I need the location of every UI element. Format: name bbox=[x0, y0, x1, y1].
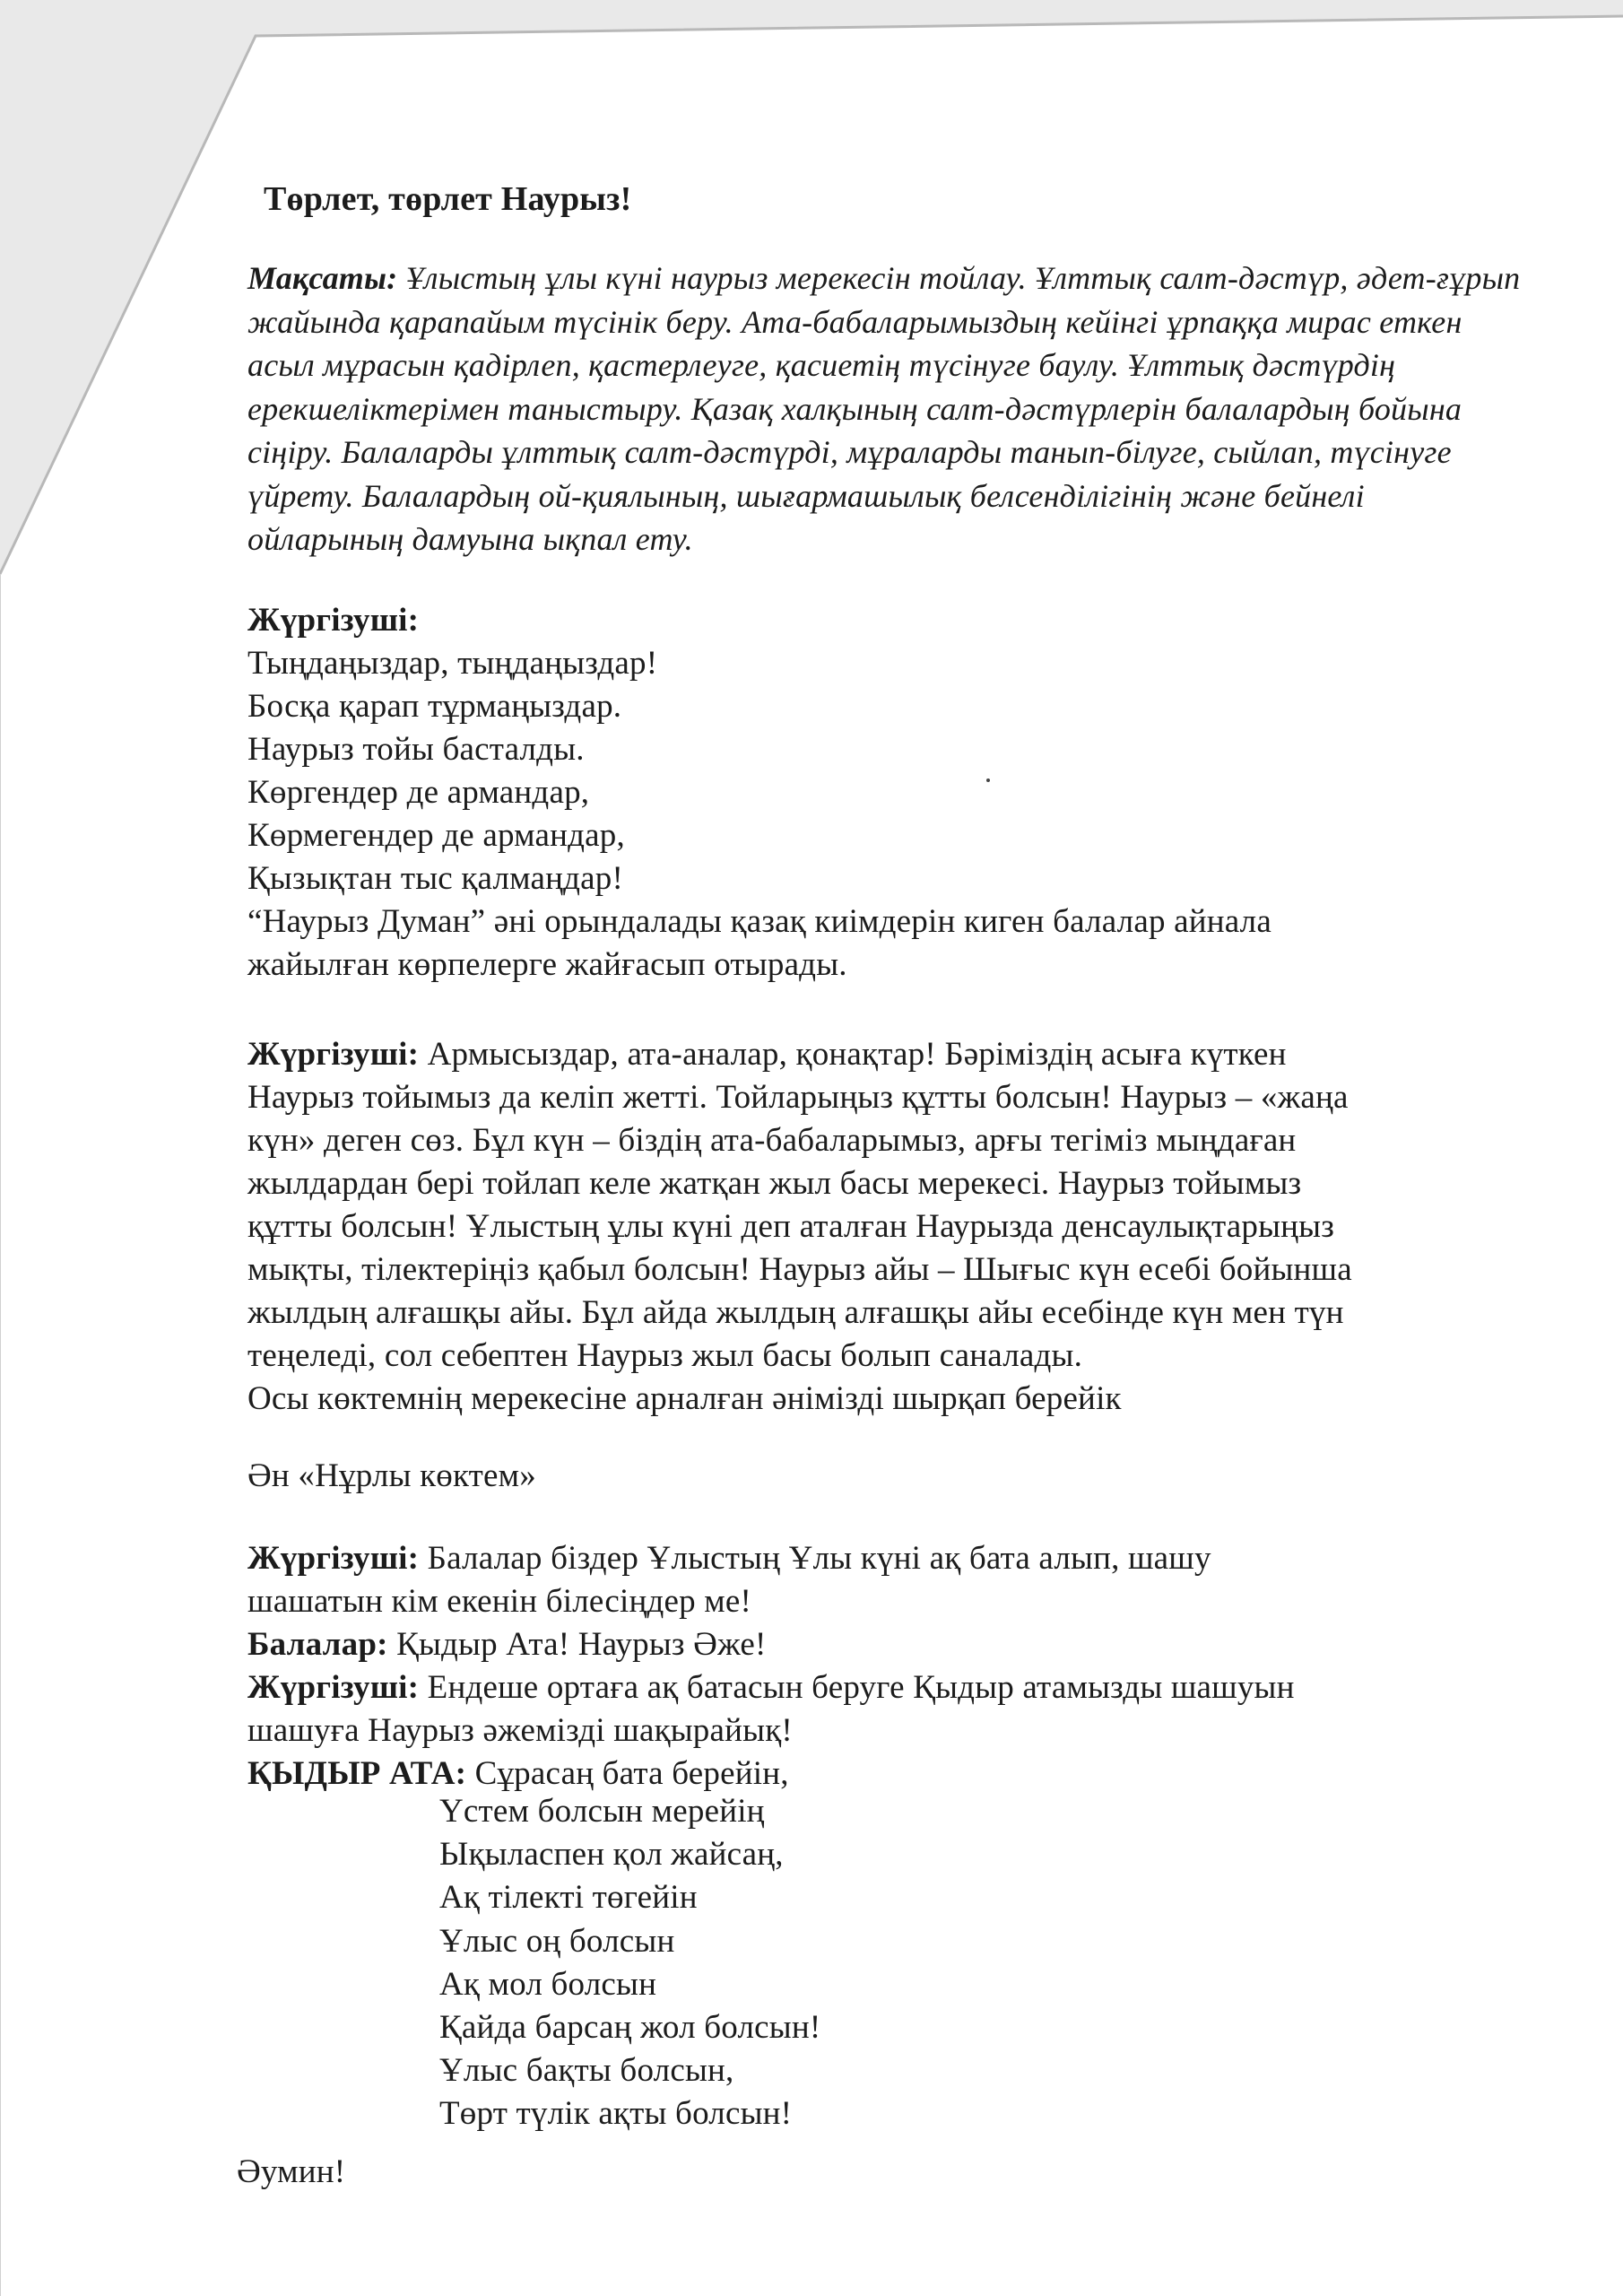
speech-line: жылдың алғашқы айы. Бұл айда жылдың алғашқы айы есебінде күн мен түн bbox=[247, 1294, 1344, 1331]
scan-speck bbox=[986, 778, 990, 782]
poem-line: Босқа қарап тұрмаңыздар. bbox=[247, 688, 622, 725]
poem-line: Тыңдаңыздар, тыңдаңыздар! bbox=[247, 645, 658, 682]
poem-line: Көрмегендер де армандар, bbox=[247, 817, 625, 854]
dialogue-line: Балалар біздер Ұлыстың Ұлы күні ақ бата алып, шашу bbox=[419, 1540, 1211, 1577]
speech-line: Наурыз тойымыз да келіп жетті. Тойларыңыз құтты болсын! Наурыз – «жаңа bbox=[247, 1079, 1349, 1116]
blessing-line: Ақ мол болсын bbox=[439, 1965, 657, 2003]
song-title: Ән «Нұрлы көктем» bbox=[247, 1457, 536, 1494]
goal-paragraph bbox=[247, 257, 1521, 561]
speech-line: теңеледі, сол себептен Наурыз жыл басы болып саналады. bbox=[247, 1337, 1083, 1374]
speaker-label: Жүргізуші: bbox=[247, 1540, 420, 1577]
poem-line: Көргендер де армандар, bbox=[247, 774, 590, 811]
speech-line: мықты, тілектеріңіз қабыл болсын! Наурыз айы – Шығыс күн есебі бойынша bbox=[247, 1251, 1352, 1288]
speech-line: күн» деген сөз. Бұл күн – біздің ата-бабаларымыз, арғы тегіміз мыңдаған bbox=[247, 1122, 1297, 1159]
speech-line: Осы көктемнің мерекесіне арналған әнімізді шырқап берейік bbox=[247, 1380, 1122, 1417]
poem-line: Наурыз тойы басталды. bbox=[247, 731, 585, 768]
goal-label: Мақсаты: bbox=[247, 260, 398, 296]
blessing-line: Ұлыс бақты болсын, bbox=[439, 2052, 734, 2090]
stage-direction: “Наурыз Думан” әні орындалады қазақ киімдерін киген балалар айнала bbox=[247, 903, 1271, 940]
blessing-line: Сұрасаң бата берейін, bbox=[466, 1755, 789, 1792]
opening-section bbox=[247, 599, 1539, 987]
speaker-label: ҚЫДЫР АТА: bbox=[247, 1755, 467, 1792]
host-heading: Жүргізуші: bbox=[247, 602, 420, 639]
speaker-label: Жүргізуші: bbox=[247, 1669, 420, 1706]
blessing-line: Үстем болсын мерейің bbox=[439, 1793, 765, 1830]
blessing-line: Қайда барсаң жол болсын! bbox=[439, 2009, 821, 2047]
speaker-label: Жүргізуші: bbox=[247, 1036, 420, 1073]
goal-text: Ұлыстың ұлы күні наурыз мерекесін тойлау. Ұлттық салт-дәстүр, әдет-ғұрып жайында қарапайым түсінік беру. Ата-бабаларымыздың кейінгі ұрпаққа мирас еткен асыл мұрасын қадірлеп, қастерлеуге, қасиетің түсінуге баулу. Ұлттық дәстүрдің ерекшеліктерімен таныстыру. Қазақ халқының салт-дәстүрлерін балалардың бойына сіңіру. Балаларды ұлттық салт-дәстүрді, мұраларды танып-білуге, сыйлап, түсінуге үйрету. Балалардың ой-қиялының, шығармашылық белсенділігінің және бейнелі ойларының дамуына ықпал ету. bbox=[247, 260, 1521, 557]
page-title: Төрлет, төрлет Наурыз! bbox=[264, 180, 632, 218]
speech-line: құтты болсын! Ұлыстың ұлы күні деп аталған Наурызда денсаулықтарыңыз bbox=[247, 1208, 1335, 1245]
blessing-line: Ықыласпен қол жайсаң, bbox=[439, 1836, 784, 1874]
ending-word: Әумин! bbox=[237, 2153, 346, 2190]
dialogue-section bbox=[247, 1537, 1539, 1796]
dialogue-line: шашатын кім екенін білесіңдер ме! bbox=[247, 1583, 752, 1620]
blessing-verse bbox=[439, 1790, 820, 2136]
blessing-line: Төрт түлік ақты болсын! bbox=[439, 2095, 793, 2133]
poem-line: Қызықтан тыс қалмаңдар! bbox=[247, 860, 624, 897]
speech-line: жылдардан бері тойлап келе жатқан жыл басы мерекесі. Наурыз тойымыз bbox=[247, 1165, 1302, 1202]
speaker-label: Балалар: bbox=[247, 1626, 388, 1663]
dialogue-line: шашуға Наурыз әжемізді шақырайық! bbox=[247, 1712, 793, 1749]
dialogue-line: Ендеше ортаға ақ батасын беруге Қыдыр атамызды шашуын bbox=[419, 1669, 1295, 1706]
speech-line: Армысыздар, ата-аналар, қонақтар! Бәріміздің асыға күткен bbox=[419, 1036, 1287, 1073]
blessing-line: Ұлыс оң болсын bbox=[439, 1922, 675, 1960]
blessing-line: Ақ тілекті төгейін bbox=[439, 1879, 698, 1917]
dialogue-line: Қыдыр Ата! Наурыз Әже! bbox=[387, 1626, 767, 1663]
host-speech bbox=[247, 1033, 1539, 1421]
stage-direction: жайылған көрпелерге жайғасып отырады. bbox=[247, 946, 847, 983]
